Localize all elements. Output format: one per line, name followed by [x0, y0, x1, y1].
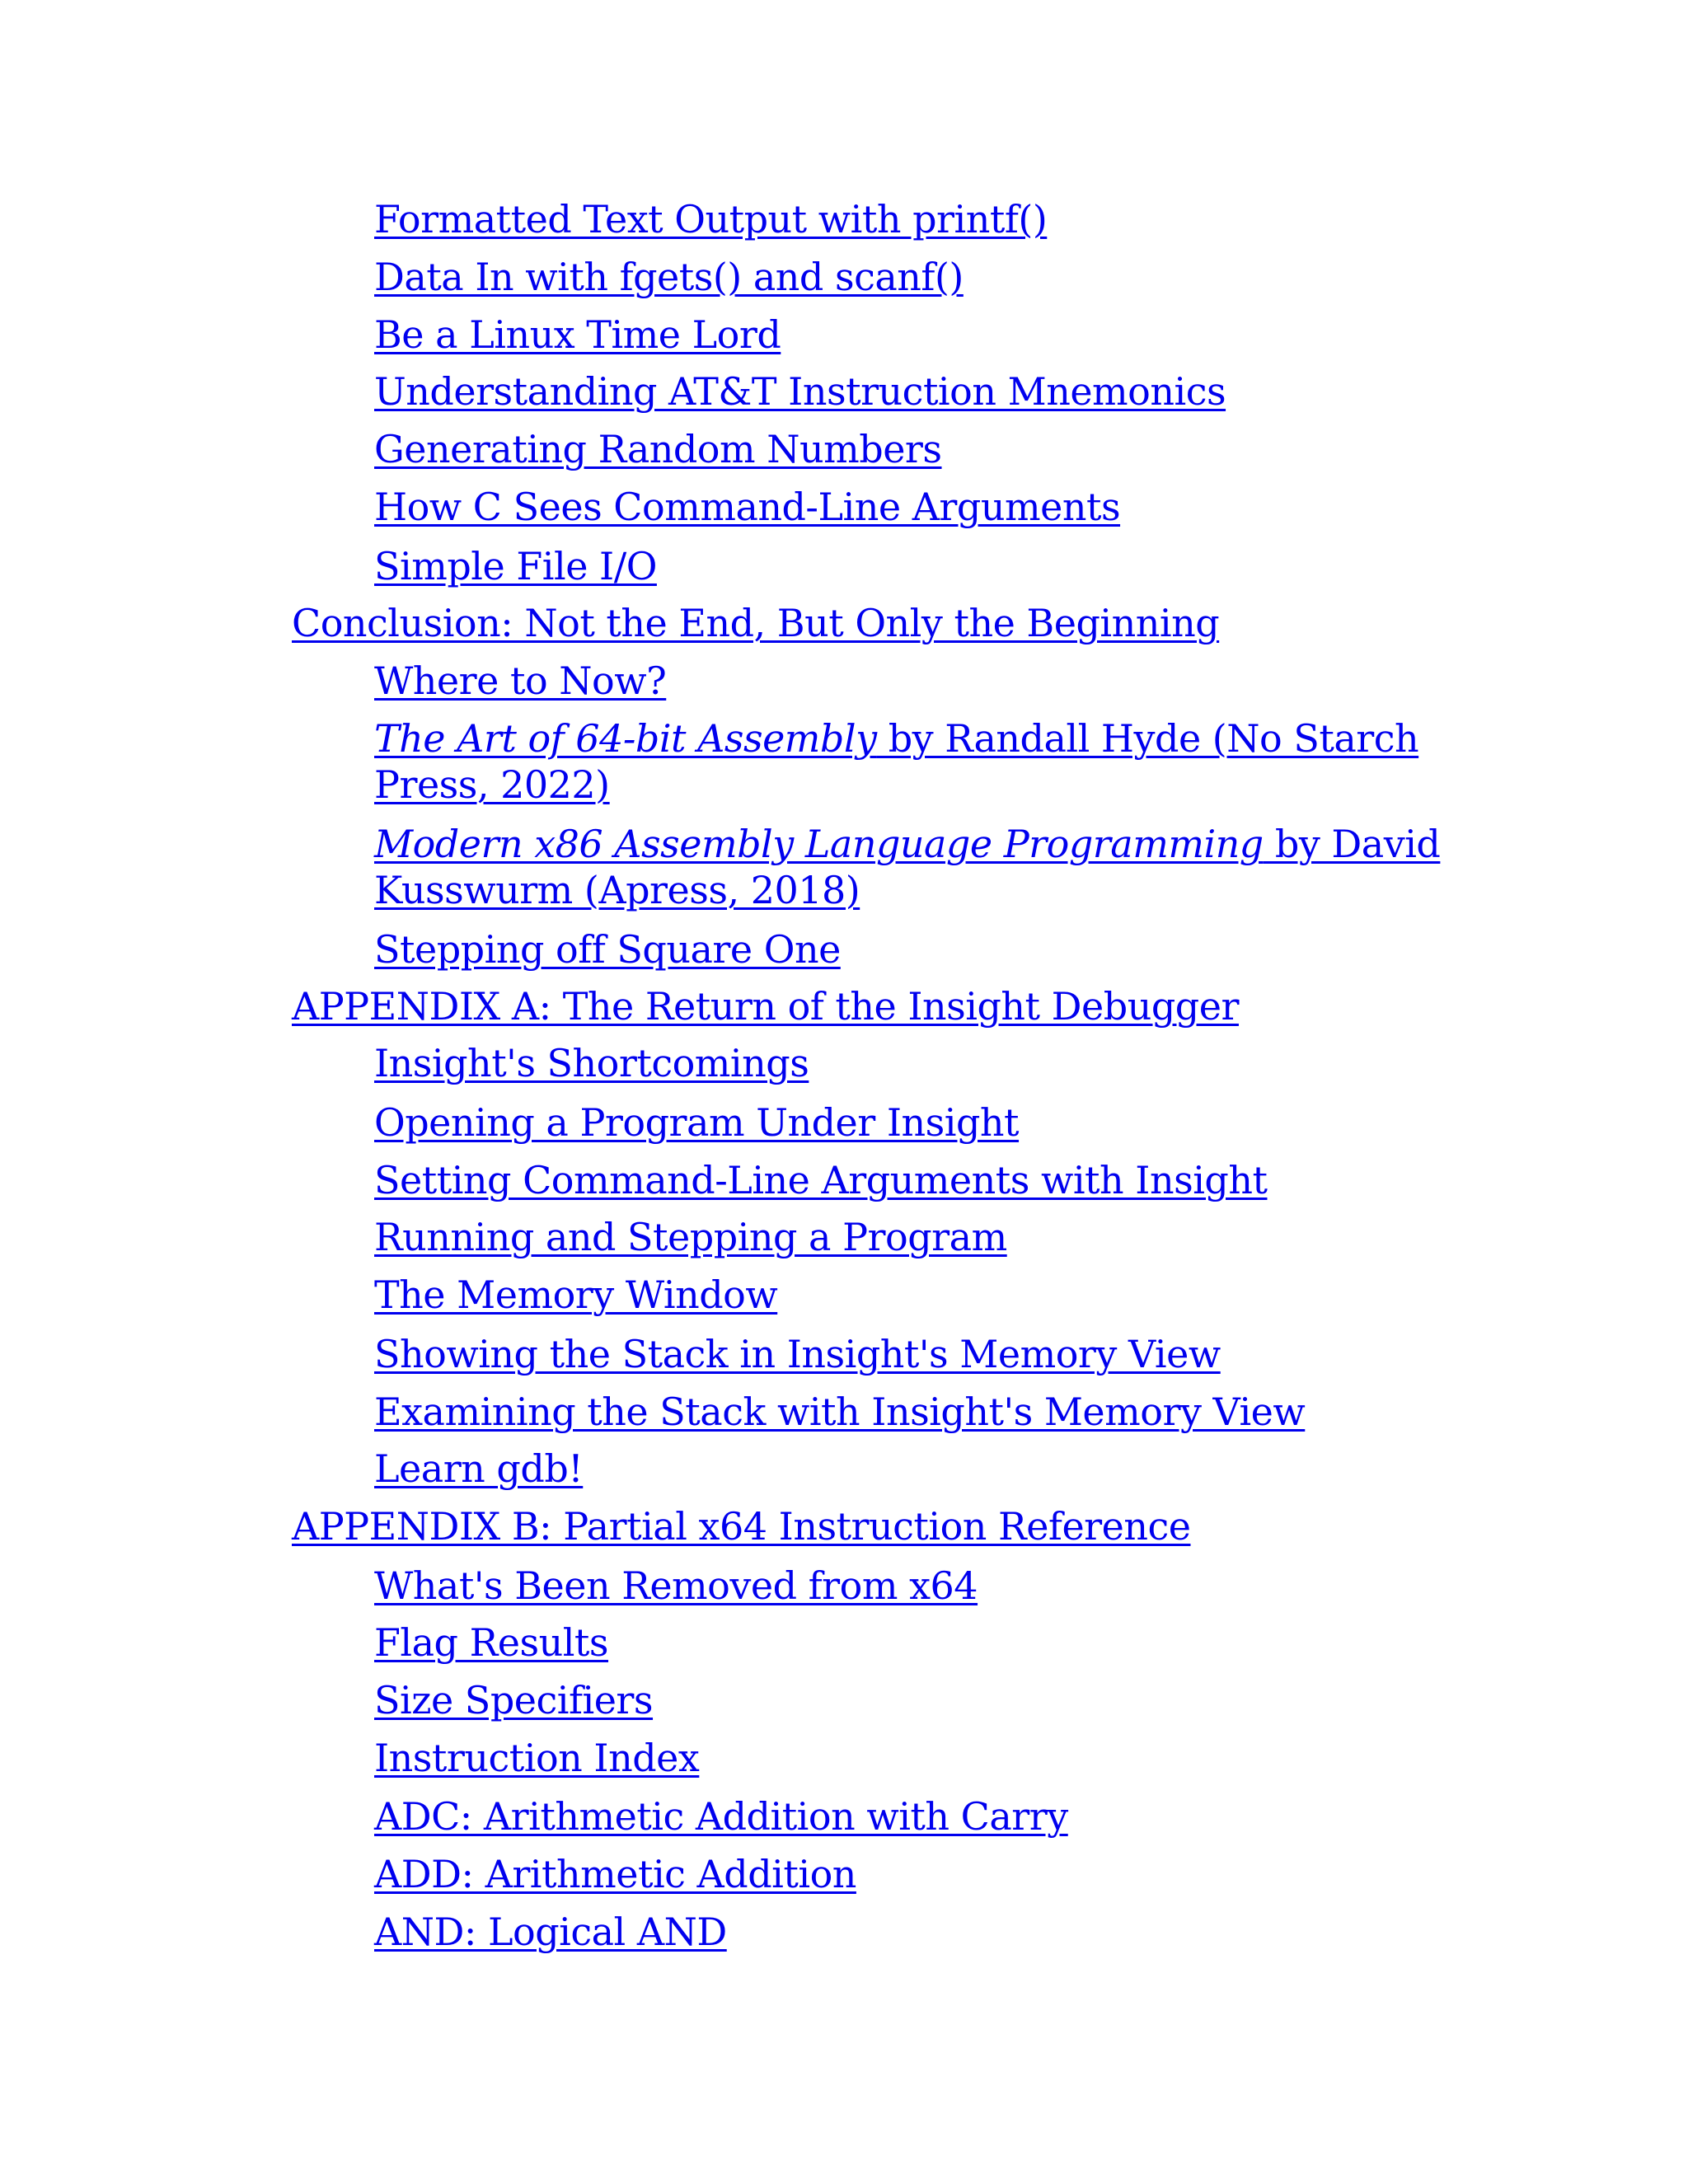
toc-link-appendix-b[interactable]: APPENDIX B: Partial x64 Instruction Reference [292, 1504, 1191, 1549]
toc-link-and[interactable]: AND: Logical AND [374, 1910, 727, 1954]
toc-link-data-in-fgets-scanf[interactable]: Data In with fgets() and scanf() [374, 255, 964, 299]
toc-link-art-of-64bit-assembly[interactable] [374, 715, 1495, 808]
toc-link-size-specifiers[interactable]: Size Specifiers [374, 1678, 654, 1722]
book-title: Modern x86 Assembly Language Programming [374, 822, 1264, 866]
toc-link-add[interactable]: ADD: Arithmetic Addition [374, 1852, 856, 1896]
toc-link-examining-stack[interactable]: Examining the Stack with Insight's Memory View [374, 1390, 1306, 1434]
toc-link-setting-cli-args-insight[interactable]: Setting Command-Line Arguments with Insight [374, 1158, 1268, 1202]
toc-link-insight-shortcomings[interactable]: Insight's Shortcomings [374, 1041, 809, 1085]
toc-link-stepping-off-square-one[interactable]: Stepping off Square One [374, 927, 841, 972]
toc-link-where-to-now[interactable]: Where to Now? [374, 658, 667, 703]
toc-link-linux-time-lord[interactable]: Be a Linux Time Lord [374, 312, 781, 357]
toc-link-learn-gdb[interactable]: Learn gdb! [374, 1446, 584, 1491]
toc-link-appendix-a[interactable]: APPENDIX A: The Return of the Insight Debugger [292, 984, 1239, 1029]
toc-link-conclusion[interactable]: Conclusion: Not the End, But Only the Beginning [292, 601, 1220, 645]
toc-link-running-stepping[interactable]: Running and Stepping a Program [374, 1215, 1007, 1259]
toc-link-showing-stack[interactable]: Showing the Stack in Insight's Memory View [374, 1332, 1221, 1376]
toc-link-adc[interactable]: ADC: Arithmetic Addition with Carry [374, 1794, 1068, 1839]
toc-link-instruction-index[interactable]: Instruction Index [374, 1736, 700, 1780]
toc-link-simple-file-io[interactable]: Simple File I/O [374, 544, 657, 588]
book-details: by Randall Hyde (No Starch Press, 2022) [374, 716, 1419, 807]
toc-link-random-numbers[interactable]: Generating Random Numbers [374, 427, 942, 471]
toc-link-removed-from-x64[interactable]: What's Been Removed from x64 [374, 1563, 978, 1608]
toc-link-memory-window[interactable]: The Memory Window [374, 1272, 778, 1317]
toc-link-command-line-arguments[interactable]: How C Sees Command-Line Arguments [374, 485, 1121, 529]
toc-link-flag-results[interactable]: Flag Results [374, 1620, 609, 1665]
book-details: by David Kusswurm (Apress, 2018) [374, 822, 1441, 912]
toc-link-att-mnemonics[interactable]: Understanding AT&T Instruction Mnemonics [374, 369, 1226, 414]
book-title: The Art of 64-bit Assembly [374, 716, 877, 761]
toc-link-modern-x86-assembly[interactable] [374, 821, 1495, 913]
toc-link-formatted-text-output[interactable]: Formatted Text Output with printf() [374, 197, 1048, 241]
toc-link-opening-program-insight[interactable]: Opening a Program Under Insight [374, 1100, 1020, 1145]
